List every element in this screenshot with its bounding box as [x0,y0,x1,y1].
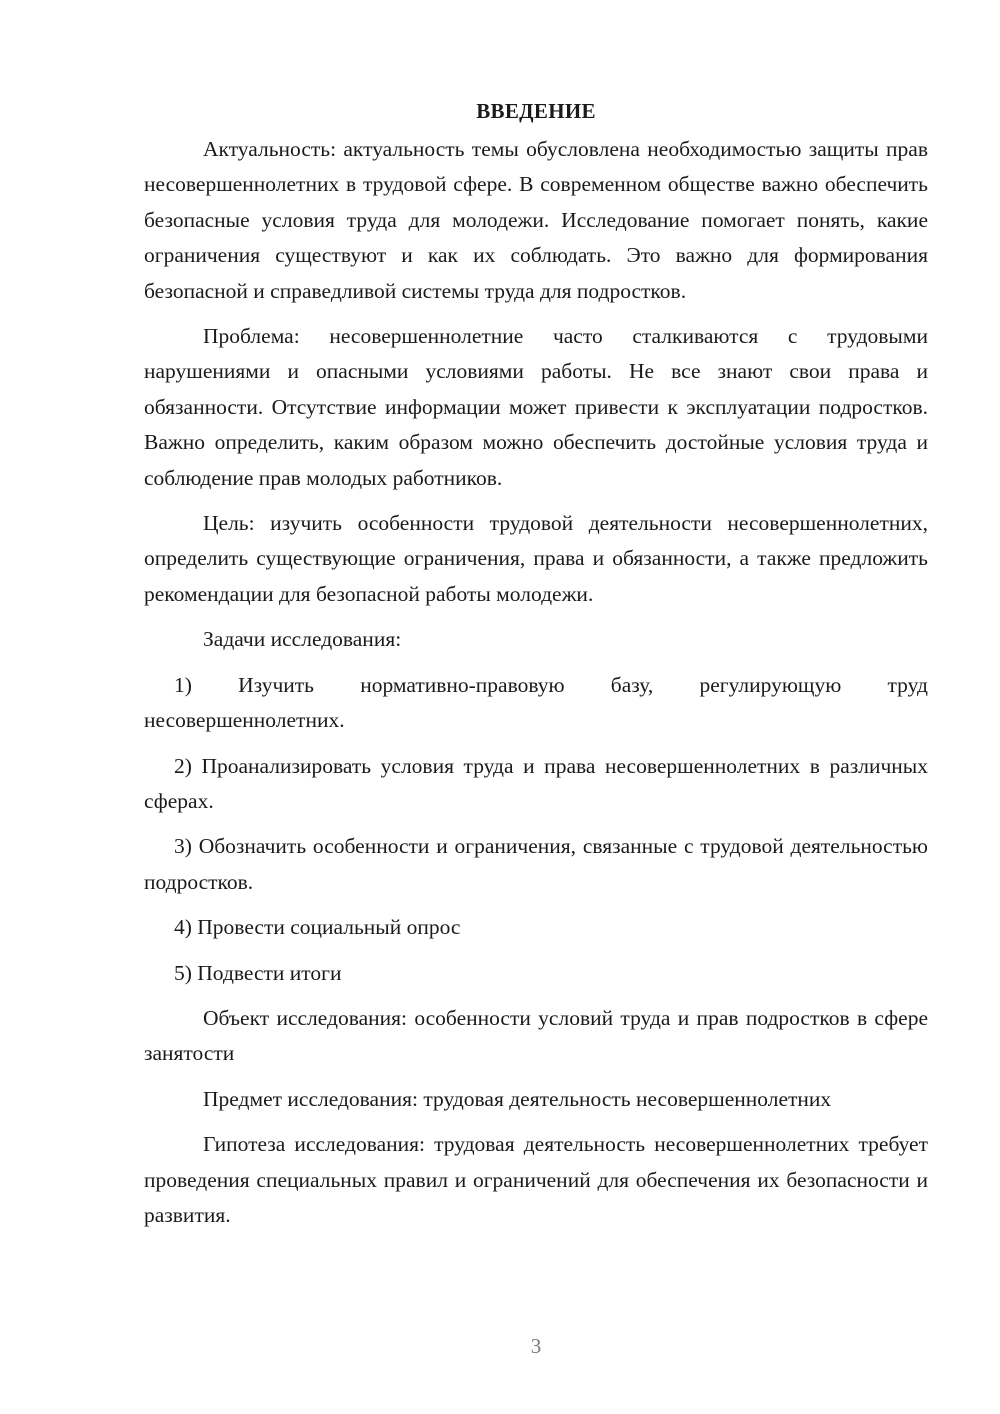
task-item-1: 1) Изучить нормативно-правовую базу, регулирующую труд несовершеннолетних. [144,672,928,733]
document-page [144,94,928,1233]
task-item-3: 3) Обозначить особенности и ограничения, связанные с трудовой деятельностью подростков. [144,834,928,894]
problem-paragraph: Проблема: несовершеннолетние часто сталкиваются с трудовыми нарушениями и опасными условиями работы. Не все знают свои права и обязанности. Отсутствие информации может привести к эксплуатации подростков. Важно определить, каким образом можно обеспечить достойные условия труда и соблюдение прав молодых работников. [144,324,928,490]
task-item-4: 4) Провести социальный опрос [174,915,461,940]
hypothesis-paragraph: Гипотеза исследования: трудовая деятельность несовершеннолетних требует проведения специальных правил и ограничений для обеспечения их безопасности и развития. [144,1132,928,1227]
page-number: 3 [530,1334,542,1358]
tasks-heading: Задачи исследования: [203,627,402,652]
goal-paragraph: Цель: изучить особенности трудовой деятельности несовершеннолетних, определить существующие ограничения, права и обязанности, а также предложить рекомендации для безопасной работы молодежи. [144,511,928,606]
object-paragraph: Объект исследования: особенности условий труда и прав подростков в сфере занятости [144,1005,928,1066]
subject-paragraph: Предмет исследования: трудовая деятельность несовершеннолетних [203,1086,832,1111]
section-title: ВВЕДЕНИЕ [476,99,596,123]
task-item-5: 5) Подвести итоги [174,960,342,985]
task-item-2: 2) Проанализировать условия труда и права несовершеннолетних в различных сферах. [144,753,928,813]
relevance-paragraph: Актуальность: актуальность темы обусловлена необходимостью защиты прав несовершеннолетних в трудовой сфере. В современном обществе важно обеспечить безопасные условия труда для молодежи. Исследование помогает понять, какие ограничения существуют и как их соблюдать. Это важно для формирования безопасной и справедливой системы труда для подростков. [144,137,928,303]
